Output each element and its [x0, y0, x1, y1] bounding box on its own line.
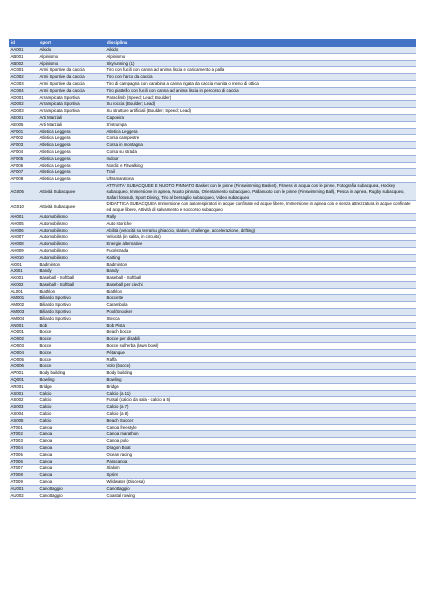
cell-disciplina: Biathlon: [106, 288, 416, 295]
cell-id: AD002: [10, 101, 39, 108]
table-row: [10, 329, 416, 336]
table-row: [10, 451, 416, 458]
table-row: [10, 169, 416, 176]
cell-id: AF004: [10, 148, 39, 155]
spreadsheet-page: [9, 39, 415, 499]
cell-sport: Atletica Leggera: [39, 169, 106, 176]
cell-disciplina: Abilità (velocità su terra/su ghiaccio, slalom, challenge, accelerazione, drifting): [106, 227, 416, 234]
cell-disciplina: DIDATTICA SUBACQUEA Immersione con autorespiratori in acque confinate ed acque libere, Immersione in apnea con e senza attrezzatura in acque confinate ed acque libere, Attività di salvamento e soccorso subacqueo: [106, 201, 416, 214]
table-row: [10, 108, 416, 115]
cell-disciplina: Indoor: [106, 155, 416, 162]
cell-sport: Biliardo Sportivo: [39, 309, 106, 316]
cell-sport: Biliardo Sportivo: [39, 295, 106, 302]
cell-sport: Body building: [39, 370, 106, 377]
cell-id: AF008: [10, 176, 39, 183]
cell-id: AM004: [10, 315, 39, 322]
cell-sport: Canottaggio: [39, 485, 106, 492]
table-row: [10, 201, 416, 214]
cell-sport: Bocce: [39, 363, 106, 370]
table-row: [10, 53, 416, 60]
table-row: [10, 281, 416, 288]
cell-sport: Arrampicata Sportiva: [39, 108, 106, 115]
cell-sport: Atletica Leggera: [39, 135, 106, 142]
cell-sport: Canoa: [39, 472, 106, 479]
cell-id: AF001: [10, 128, 39, 135]
cell-id: AH001: [10, 213, 39, 220]
cell-id: AC004: [10, 87, 39, 94]
cell-id: AN001: [10, 322, 39, 329]
table-body: [10, 47, 416, 499]
cell-id: AS004: [10, 411, 39, 418]
table-row: [10, 176, 416, 183]
cell-disciplina: Futsal (calcio da sala - calcio a 5): [106, 397, 416, 404]
cell-disciplina: Rally: [106, 213, 416, 220]
cell-id: AK002: [10, 281, 39, 288]
cell-sport: Bob: [39, 322, 106, 329]
cell-disciplina: Ultramaratona: [106, 176, 416, 183]
table-row: [10, 343, 416, 350]
cell-id: AT001: [10, 424, 39, 431]
table-row: [10, 383, 416, 390]
cell-sport: Bridge: [39, 383, 106, 390]
cell-id: AT006: [10, 458, 39, 465]
cell-disciplina: Bridge: [106, 383, 416, 390]
cell-id: AC001: [10, 67, 39, 74]
cell-disciplina: Slalom: [106, 465, 416, 472]
cell-sport: Badminton: [39, 261, 106, 268]
cell-id: AF002: [10, 135, 39, 142]
table-row: [10, 162, 416, 169]
table-row: [10, 80, 416, 87]
cell-id: AU001: [10, 485, 39, 492]
cell-disciplina: Calcio (a 7): [106, 404, 416, 411]
table-row: [10, 47, 416, 54]
cell-id: AT003: [10, 438, 39, 445]
table-row: [10, 275, 416, 282]
cell-id: AP001: [10, 370, 39, 377]
cell-disciplina: Carambola: [106, 302, 416, 309]
cell-disciplina: Ocean racing: [106, 451, 416, 458]
cell-disciplina: Fuoristrada: [106, 247, 416, 254]
cell-sport: Atletica Leggera: [39, 176, 106, 183]
cell-sport: Atletica Leggera: [39, 155, 106, 162]
cell-disciplina: Calcio (a 8): [106, 411, 416, 418]
cell-disciplina: Dragon Boat: [106, 445, 416, 452]
table-row: [10, 302, 416, 309]
cell-disciplina: Velocità (in salita, in circuito): [106, 234, 416, 241]
cell-id: AD001: [10, 94, 39, 101]
table-row: [10, 472, 416, 479]
cell-disciplina: Corsa in montagna: [106, 142, 416, 149]
cell-sport: Canoa: [39, 431, 106, 438]
cell-sport: Calcio: [39, 404, 106, 411]
cell-sport: Arrampicata Sportiva: [39, 94, 106, 101]
cell-sport: Armi Sportive da caccia: [39, 67, 106, 74]
cell-disciplina: Boccette: [106, 295, 416, 302]
table-row: [10, 309, 416, 316]
cell-disciplina: Trail: [106, 169, 416, 176]
cell-id: AD003: [10, 108, 39, 115]
table-row: [10, 121, 416, 128]
cell-sport: Biliardo Sportivo: [39, 315, 106, 322]
cell-sport: Biathlon: [39, 288, 106, 295]
cell-sport: Canoa: [39, 424, 106, 431]
cell-sport: Armi Sportive da caccia: [39, 74, 106, 81]
cell-id: AO002: [10, 336, 39, 343]
table-row: [10, 438, 416, 445]
cell-disciplina: Energie alternative: [106, 241, 416, 248]
cell-disciplina: Bandy: [106, 268, 416, 275]
table-row: [10, 370, 416, 377]
table-row: [10, 363, 416, 370]
cell-id: AO003: [10, 343, 39, 350]
cell-disciplina: Tiro di campagna con carabina a canna rigata da caccia munita o meno di ottica: [106, 80, 416, 87]
table-row: [10, 315, 416, 322]
cell-id: AH006: [10, 227, 39, 234]
cell-disciplina: Baseball - Softball: [106, 275, 416, 282]
cell-sport: Canoa: [39, 465, 106, 472]
sports-table: [9, 39, 416, 499]
cell-id: AF007: [10, 169, 39, 176]
cell-id: AT004: [10, 445, 39, 452]
cell-id: AT005: [10, 451, 39, 458]
table-row: [10, 431, 416, 438]
cell-id: AM003: [10, 309, 39, 316]
cell-sport: Alpinismo: [39, 60, 106, 67]
cell-id: AH005: [10, 220, 39, 227]
cell-disciplina: Baseball per ciechi: [106, 281, 416, 288]
cell-sport: Arrampicata Sportiva: [39, 101, 106, 108]
cell-disciplina: Pool/Snooker: [106, 309, 416, 316]
table-row: [10, 390, 416, 397]
cell-sport: Automobilismo: [39, 254, 106, 261]
cell-disciplina: Karting: [106, 254, 416, 261]
cell-id: AB002: [10, 60, 39, 67]
cell-sport: Baseball - Softball: [39, 275, 106, 282]
cell-sport: Calcio: [39, 411, 106, 418]
cell-sport: Calcio: [39, 397, 106, 404]
cell-sport: Bowling: [39, 377, 106, 384]
cell-sport: Canoa: [39, 458, 106, 465]
column-header-disciplina: disciplina: [106, 40, 416, 47]
cell-id: AF005: [10, 155, 39, 162]
cell-disciplina: Bocce per disabili: [106, 336, 416, 343]
table-row: [10, 336, 416, 343]
table-row: [10, 322, 416, 329]
table-row: [10, 94, 416, 101]
table-row: [10, 234, 416, 241]
cell-disciplina: Canottaggio: [106, 485, 416, 492]
table-row: [10, 74, 416, 81]
cell-id: AH009: [10, 247, 39, 254]
cell-disciplina: Bob Pista: [106, 322, 416, 329]
cell-id: AE001: [10, 114, 39, 121]
cell-id: AS002: [10, 397, 39, 404]
cell-id: AE005: [10, 121, 39, 128]
cell-disciplina: Paracanoa: [106, 458, 416, 465]
cell-disciplina: Aikido: [106, 47, 416, 54]
cell-id: AO004: [10, 349, 39, 356]
cell-id: AU002: [10, 492, 39, 499]
cell-sport: Canoa: [39, 438, 106, 445]
cell-id: AT002: [10, 431, 39, 438]
cell-sport: Atletica Leggera: [39, 162, 106, 169]
cell-sport: Armi Sportive da caccia: [39, 87, 106, 94]
table-row: [10, 87, 416, 94]
cell-id: AB001: [10, 53, 39, 60]
cell-id: AH007: [10, 234, 39, 241]
cell-id: AI001: [10, 261, 39, 268]
table-row: [10, 288, 416, 295]
cell-id: AS003: [10, 404, 39, 411]
cell-disciplina: Sprint: [106, 472, 416, 479]
cell-disciplina: Canoa marathon: [106, 431, 416, 438]
table-row: [10, 492, 416, 499]
cell-id: AT007: [10, 465, 39, 472]
cell-sport: Calcio: [39, 390, 106, 397]
cell-disciplina: Volo (bocce): [106, 363, 416, 370]
table-row: [10, 155, 416, 162]
table-row: [10, 404, 416, 411]
cell-id: AR001: [10, 383, 39, 390]
cell-disciplina: Auto storiche: [106, 220, 416, 227]
cell-id: AO005: [10, 356, 39, 363]
cell-disciplina: Tiro con l'arco da caccia: [106, 74, 416, 81]
table-row: [10, 114, 416, 121]
cell-sport: Canottaggio: [39, 492, 106, 499]
cell-id: AA001: [10, 47, 39, 54]
cell-sport: Bocce: [39, 349, 106, 356]
cell-id: AC002: [10, 74, 39, 81]
table-row: [10, 485, 416, 492]
cell-sport: Bandy: [39, 268, 106, 275]
cell-id: AS005: [10, 417, 39, 424]
cell-sport: Automobilismo: [39, 234, 106, 241]
table-row: [10, 261, 416, 268]
cell-disciplina: Paraclimb (Speed; Lead; Boulder): [106, 94, 416, 101]
cell-id: AQ001: [10, 377, 39, 384]
table-row: [10, 220, 416, 227]
cell-disciplina: Beach bocce: [106, 329, 416, 336]
cell-disciplina: Nordic e Fitwalking: [106, 162, 416, 169]
cell-sport: Armi Sportive da caccia: [39, 80, 106, 87]
table-row: [10, 349, 416, 356]
cell-id: AH008: [10, 241, 39, 248]
table-row: [10, 479, 416, 486]
cell-id: AC003: [10, 80, 39, 87]
cell-disciplina: Canoa freestyle: [106, 424, 416, 431]
table-row: [10, 67, 416, 74]
table-row: [10, 295, 416, 302]
cell-sport: Attività Subacquee: [39, 201, 106, 214]
cell-disciplina: Stecca: [106, 315, 416, 322]
cell-id: AM001: [10, 295, 39, 302]
cell-disciplina: Su strutture artificiali (Boulder; Speed; Lead): [106, 108, 416, 115]
table-row: [10, 135, 416, 142]
cell-disciplina: Bocce sull'erba (lawn bowl): [106, 343, 416, 350]
table-row: [10, 142, 416, 149]
cell-sport: Arti Marziali: [39, 121, 106, 128]
cell-disciplina: Canoa polo: [106, 438, 416, 445]
table-row: [10, 101, 416, 108]
cell-disciplina: Atletica Leggera: [106, 128, 416, 135]
cell-id: AF006: [10, 162, 39, 169]
header-row: [10, 40, 416, 47]
cell-disciplina: Beach Soccer: [106, 417, 416, 424]
cell-sport: Arti Marziali: [39, 114, 106, 121]
cell-id: AH010: [10, 254, 39, 261]
cell-disciplina: Pétanque: [106, 349, 416, 356]
cell-disciplina: Corsa campestre: [106, 135, 416, 142]
cell-id: AM002: [10, 302, 39, 309]
cell-sport: Calcio: [39, 417, 106, 424]
table-row: [10, 60, 416, 67]
table-row: [10, 128, 416, 135]
cell-sport: Baseball - Softball: [39, 281, 106, 288]
table-row: [10, 424, 416, 431]
cell-disciplina: Body building: [106, 370, 416, 377]
cell-disciplina: Su roccia (Boulder; Lead): [106, 101, 416, 108]
table-row: [10, 247, 416, 254]
cell-disciplina: Raffa: [106, 356, 416, 363]
cell-disciplina: Calcio (a 11): [106, 390, 416, 397]
cell-sport: Automobilismo: [39, 227, 106, 234]
cell-id: AG005: [10, 182, 39, 200]
table-row: [10, 445, 416, 452]
cell-disciplina: ATTIVITA' SUBACQUEE E NUOTO PINNATO Basket con le pinne (Finswimming Basket), Fitness in acqua con le pinne, Fotografia subacquea, Hockey subacqueo, Immersione in apnea, Nuoto pinnato, Orientamento subacqueo, Pallanuoto con le pinne (Finswimming Ball), Pesca in apnea, Rugby subacqueo, Safari fotosub, Sport Diving, Tiro al bersaglio subacqueo, Video subacqueo: [106, 182, 416, 200]
cell-disciplina: Tiro con fucili con canna ad anima liscia e caricamento a palla: [106, 67, 416, 74]
cell-disciplina: Corsa su strada: [106, 148, 416, 155]
cell-sport: Atletica Leggera: [39, 128, 106, 135]
cell-id: AT009: [10, 479, 39, 486]
cell-disciplina: Wildwater (Discesa): [106, 479, 416, 486]
cell-sport: Bocce: [39, 356, 106, 363]
cell-disciplina: Badminton: [106, 261, 416, 268]
table-row: [10, 268, 416, 275]
cell-id: AL001: [10, 288, 39, 295]
table-row: [10, 377, 416, 384]
cell-sport: Biliardo Sportivo: [39, 302, 106, 309]
table-row: [10, 254, 416, 261]
cell-sport: Automobilismo: [39, 220, 106, 227]
cell-disciplina: Coastal rowing: [106, 492, 416, 499]
cell-sport: Automobilismo: [39, 213, 106, 220]
cell-id: AK001: [10, 275, 39, 282]
cell-id: AO006: [10, 363, 39, 370]
table-row: [10, 182, 416, 200]
cell-disciplina: S'istrumpa: [106, 121, 416, 128]
cell-disciplina: Bowling: [106, 377, 416, 384]
cell-sport: Automobilismo: [39, 247, 106, 254]
cell-sport: Bocce: [39, 329, 106, 336]
cell-id: AF003: [10, 142, 39, 149]
column-header-sport: sport: [39, 40, 106, 47]
table-row: [10, 148, 416, 155]
cell-sport: Bocce: [39, 343, 106, 350]
cell-sport: Canoa: [39, 479, 106, 486]
cell-sport: Automobilismo: [39, 241, 106, 248]
table-row: [10, 458, 416, 465]
table-row: [10, 213, 416, 220]
cell-id: AJ001: [10, 268, 39, 275]
cell-disciplina: Skyrunning (1): [106, 60, 416, 67]
cell-id: AT008: [10, 472, 39, 479]
cell-disciplina: Capoeira: [106, 114, 416, 121]
cell-sport: Alpinismo: [39, 53, 106, 60]
column-header-id: id: [10, 40, 39, 47]
cell-sport: Bocce: [39, 336, 106, 343]
cell-id: AS001: [10, 390, 39, 397]
cell-sport: Atletica Leggera: [39, 142, 106, 149]
cell-disciplina: Alpinismo: [106, 53, 416, 60]
table-row: [10, 356, 416, 363]
cell-disciplina: Tiro piattello con fucili con canna ad anima liscia in percorso di caccia: [106, 87, 416, 94]
table-row: [10, 417, 416, 424]
cell-sport: Aikido: [39, 47, 106, 54]
cell-sport: Canoa: [39, 451, 106, 458]
cell-sport: Canoa: [39, 445, 106, 452]
table-row: [10, 411, 416, 418]
table-row: [10, 465, 416, 472]
cell-sport: Atletica Leggera: [39, 148, 106, 155]
table-row: [10, 227, 416, 234]
cell-sport: Attività Subacquee: [39, 182, 106, 200]
cell-id: AO001: [10, 329, 39, 336]
table-row: [10, 241, 416, 248]
cell-id: AG010: [10, 201, 39, 214]
table-row: [10, 397, 416, 404]
